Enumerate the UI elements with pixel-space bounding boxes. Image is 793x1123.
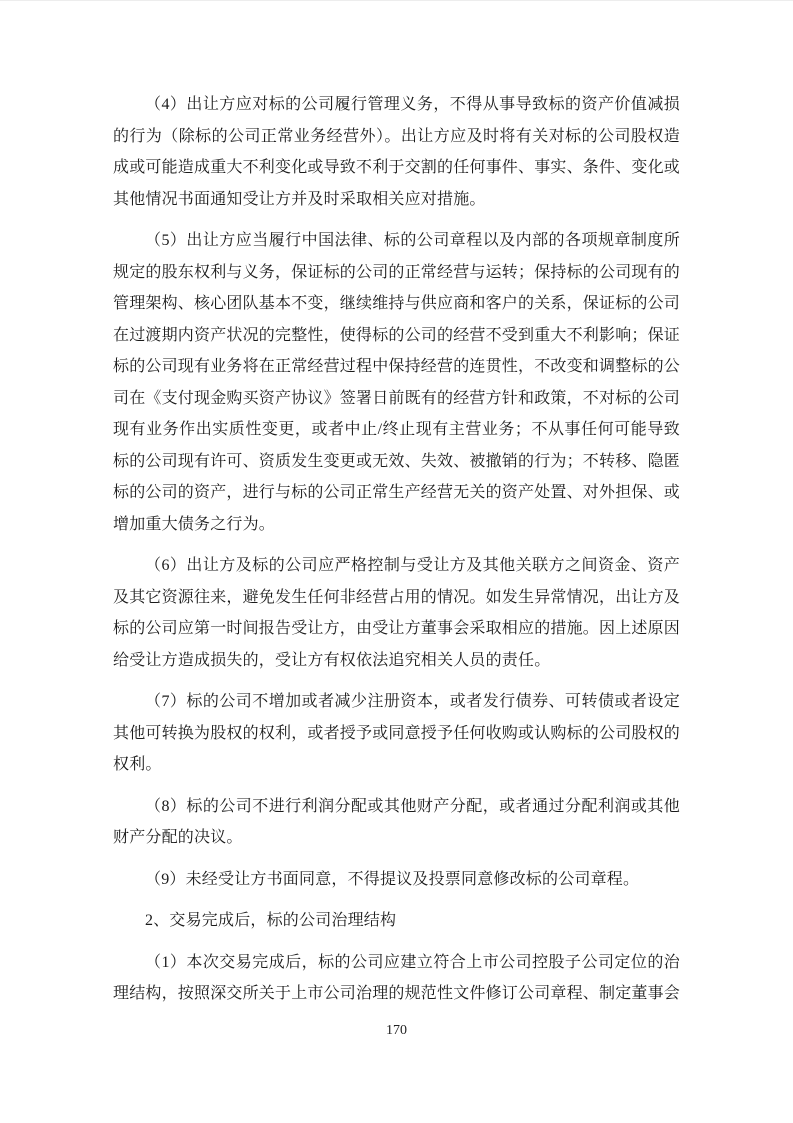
paragraph-item-6: （6）出让方及标的公司应严格控制与受让方及其他关联方之间资金、资产及其它资源往来，避免发生任何非经营占用的情况。如发生异常情况，出让方及标的公司应第一时间报告受让方，由受让方董事会采取相应的措施。因上述原因给受让方造成损失的，受让方有权依法追究相关人员的责任。	[113, 557, 681, 669]
document-body	[113, 89, 680, 1020]
paragraph-item-1: （1）本次交易完成后，标的公司应建立符合上市公司控股子公司定位的治理结构，按照深交所关于上市公司治理的规范性文件修订公司章程、制定董事会	[113, 953, 681, 1002]
section-heading: 2、交易完成后，标的公司治理结构	[145, 912, 397, 929]
paragraph-item-8: （8）标的公司不进行利润分配或其他财产分配，或者通过分配利润或其他财产分配的决议。	[113, 797, 680, 846]
paragraph-item-7: （7）标的公司不增加或者减少注册资本，或者发行债券、可转债或者设定其他可转换为股权的权利，或者授予或同意授予任何收购或认购标的公司股权的权利。	[113, 693, 681, 773]
page-footer	[0, 1023, 793, 1039]
page-number: 170	[386, 1023, 407, 1038]
paragraph-item-5: （5）出让方应当履行中国法律、标的公司章程以及内部的各项规章制度所规定的股东权利与义务，保证标的公司的正常经营与运转；保持标的公司现有的管理架构、核心团队基本不变，继续维持与供应商和客户的关系，保证标的公司在过渡期内资产状况的完整性，使得标的公司的经营不受到重大不利影响；保证标的公司现有业务将在正常经营过程中保持经营的连贯性，不改变和调整标的公司在《支付现金购买资产协议》签署日前既有的经营方针和政策，不对标的公司现有业务作出实质性变更，或者中止/终止现有主营业务；不从事任何可能导致标的公司现有许可、资质发生变更或无效、失效、被撤销的行为；不转移、隐匿标的公司的资产，进行与标的公司正常生产经营无关的资产处置、对外担保、或增加重大债务之行为。	[113, 232, 681, 533]
paragraph-item-4: （4）出让方应对标的公司履行管理义务，不得从事导致标的资产价值减损的行为（除标的公司正常业务经营外）。出让方应及时将有关对标的公司股权造成或可能造成重大不利变化或导致不利于交割的任何事件、事实、条件、变化或其他情况书面通知受让方并及时采取相关应对措施。	[113, 96, 681, 208]
paragraph-item-9: （9）未经受让方书面同意，不得提议及投票同意修改标的公司章程。	[145, 870, 640, 888]
